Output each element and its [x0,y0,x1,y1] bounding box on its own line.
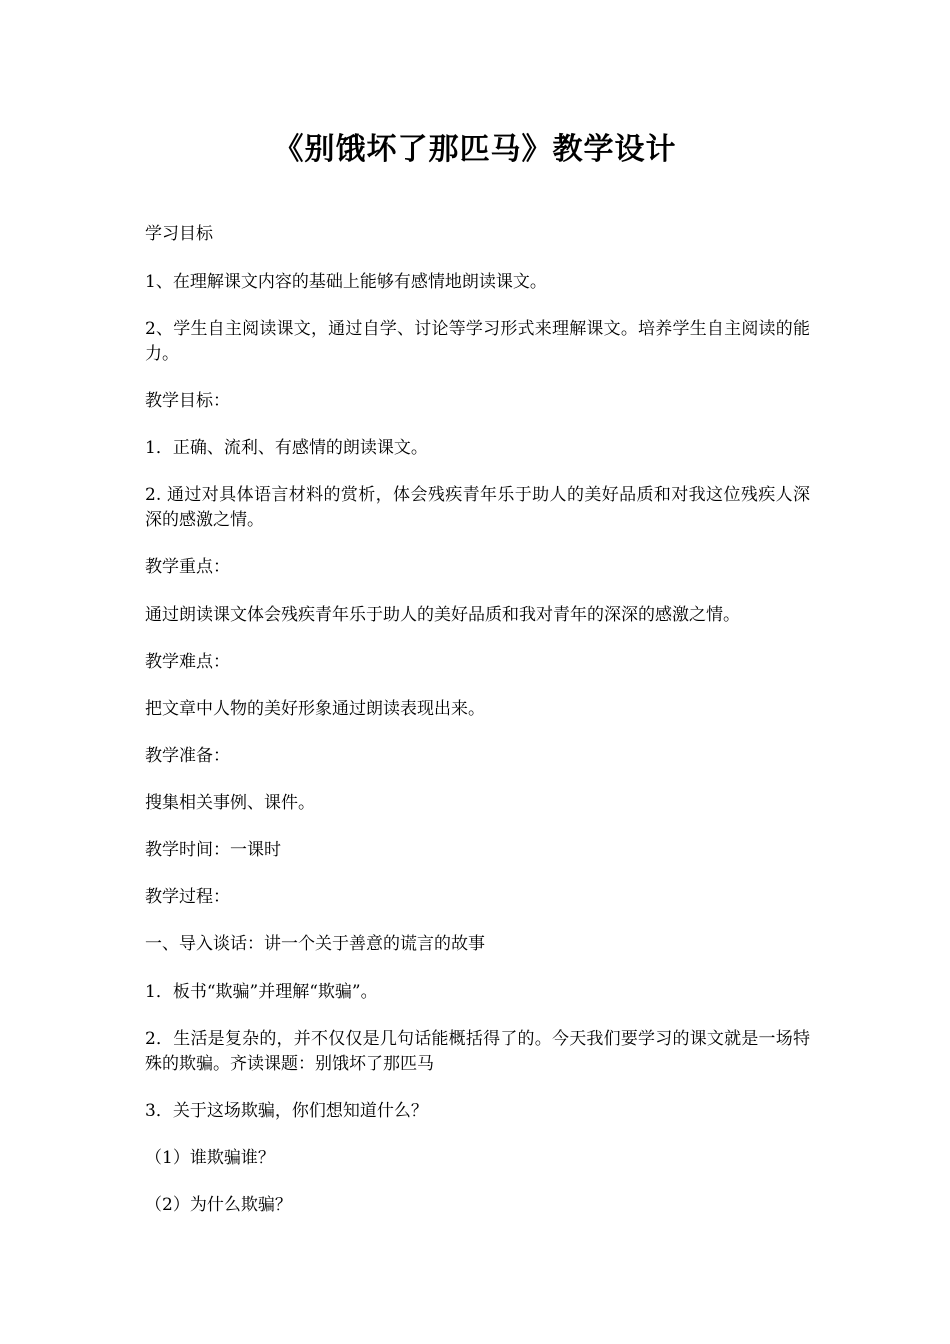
paragraph-preparation-heading: 教学准备： [145,746,230,766]
paragraph-section-1-heading: 一、导入谈话：讲一个关于善意的谎言的故事 [145,934,485,954]
document-title: 《别饿坏了那匹马》教学设计 [273,132,677,167]
paragraph-teaching-goal-1: 1．正确、流利、有感情的朗读课文。 [145,438,428,458]
paragraph-learning-goals-heading: 学习目标 [145,224,213,244]
paragraph-key-points-heading: 教学重点： [145,557,230,577]
paragraph-question-2: （2）为什么欺骗？ [145,1195,292,1215]
paragraph-teaching-goals-heading: 教学目标： [145,391,230,411]
paragraph-preparation: 搜集相关事例、课件。 [145,793,315,813]
paragraph-question-1: （1）谁欺骗谁？ [145,1148,275,1168]
paragraph-teaching-goal-2: 2. 通过对具体语言材料的赏析，体会残疾青年乐于助人的美好品质和对我这位残疾人深深的感激之情。 [145,485,810,530]
paragraph-teaching-time: 教学时间：一课时 [145,840,281,860]
paragraph-difficulties: 把文章中人物的美好形象通过朗读表现出来。 [145,699,485,719]
paragraph-goal-2: 2、学生自主阅读课文，通过自学、讨论等学习形式来理解课文。培养学生自主阅读的能力。 [145,319,810,364]
paragraph-process-heading: 教学过程： [145,887,230,907]
paragraph-step-3: 3．关于这场欺骗，你们想知道什么？ [145,1101,428,1121]
paragraph-step-2: 2．生活是复杂的，并不仅仅是几句话能概括得了的。今天我们要学习的课文就是一场特殊的欺骗。齐读课题：别饿坏了那匹马 [145,1029,810,1074]
paragraph-step-1: 1．板书“欺骗”并理解“欺骗”。 [145,982,378,1002]
paragraph-key-points: 通过朗读课文体会残疾青年乐于助人的美好品质和我对青年的深深的感激之情。 [145,605,740,625]
paragraph-goal-1: 1、在理解课文内容的基础上能够有感情地朗读课文。 [145,272,547,292]
paragraph-difficulties-heading: 教学难点： [145,652,230,672]
